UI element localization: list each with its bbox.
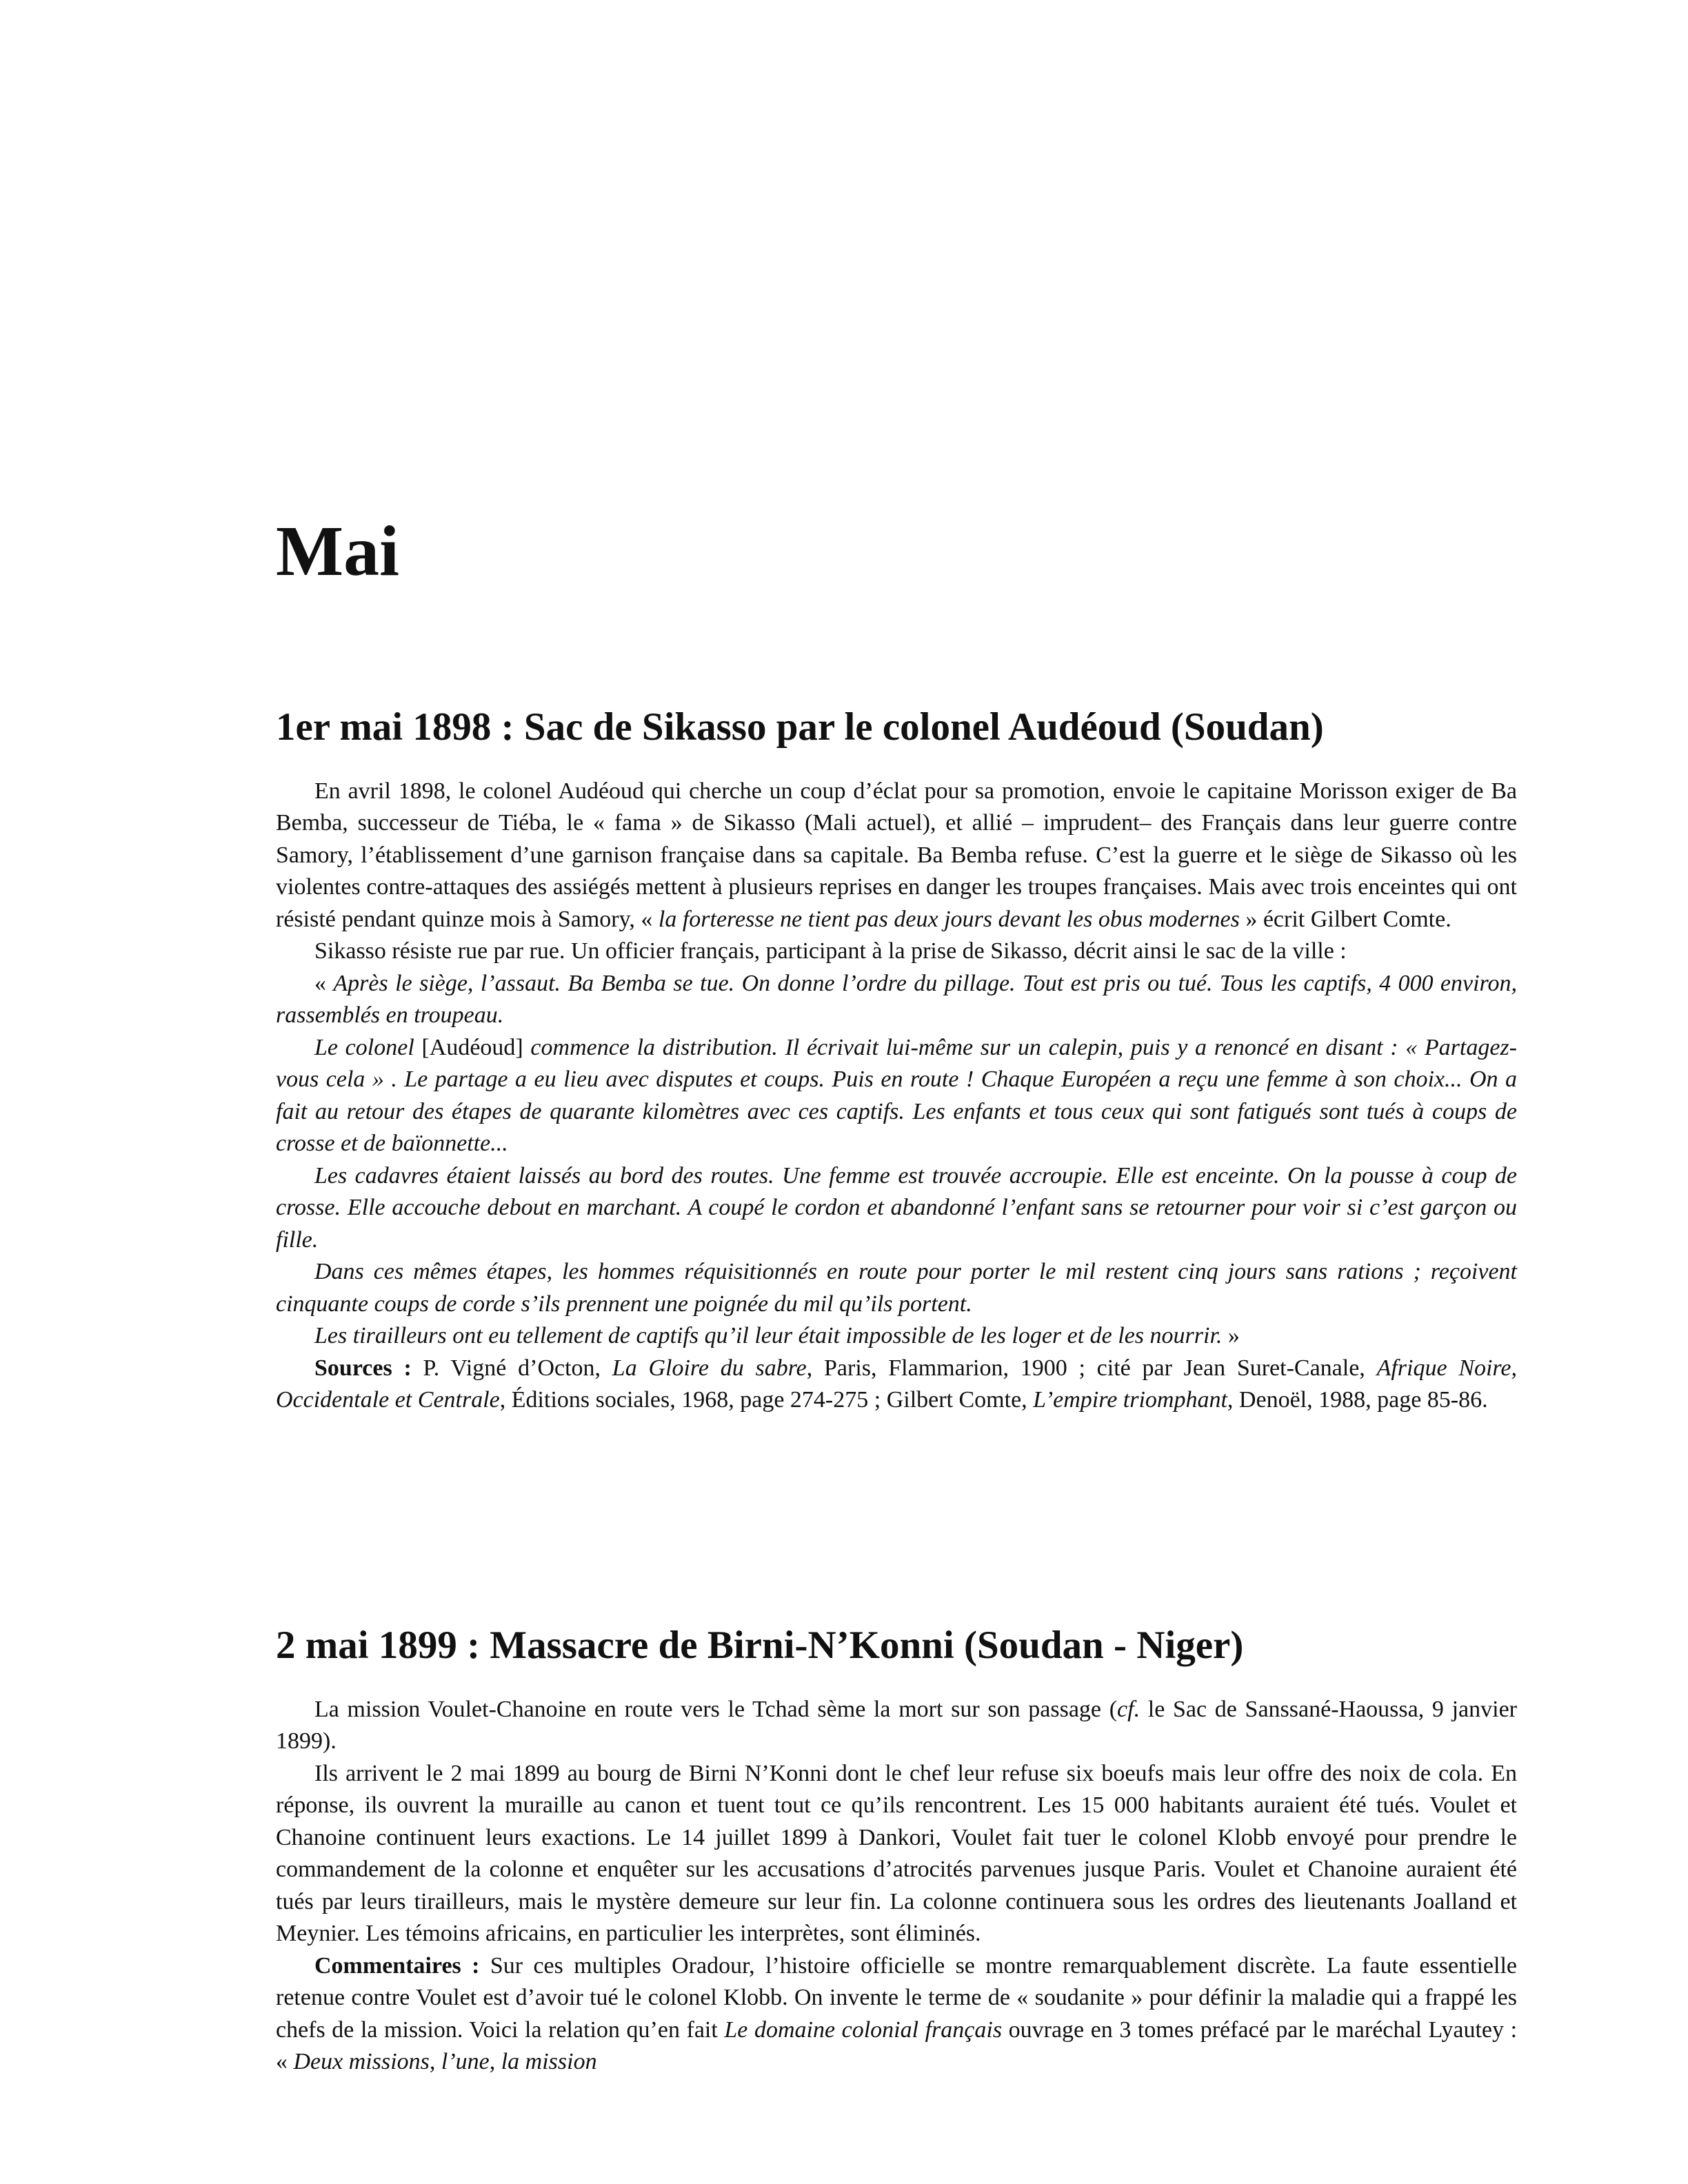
sources-paragraph [276, 1353, 1517, 1417]
document-page [276, 0, 1517, 2184]
comments-label: Commentaires : [314, 1952, 480, 1979]
section-title: 2 mai 1899 : Massacre de Birni-N’Konni (Soudan - Niger) [276, 1624, 1244, 1667]
paragraph: Sikasso résiste rue par rue. Un officier français, participant à la prise de Sikasso, décrit ainsi le sac de la ville : [314, 938, 1347, 964]
section-title: 1er mai 1898 : Sac de Sikasso par le colonel Audéoud (Soudan) [276, 705, 1324, 749]
book-title: Afrique Noire, Occidentale et Centrale [276, 1355, 1517, 1413]
paragraph: Ils arrivent le 2 mai 1899 au bourg de Birni N’Konni dont le chef leur refuse six boeufs mais leur offre des noix de cola. En réponse, ils ouvrent la muraille au canon et tuent tout ce qu’ils rencontrent. Les 15 000 habitants auraient été tués. Voulet et Chanoine continuent leurs exactions. Le 14 juillet 1899 à Dankori, Voulet fait tuer le colonel Klobb envoyé pour prendre le commandement de la colonne et enquêter sur les accusations d’atrocités parvenues jusque Paris. Voulet et Chanoine auraient été tués par leurs tirailleurs, mais le mystère demeure sur leur fin. La colonne continuera sous les ordres des lieutenants Joalland et Meynier. Les témoins africains, en particulier les interprètes, sont éliminés. [276, 1760, 1517, 1947]
book-title: L’empire triomphant [1033, 1387, 1227, 1413]
text-run: » écrit Gilbert Comte. [1239, 906, 1451, 932]
text-run: Sur ces multiples Oradour, l’histoire officielle se montre remarquablement discrète. La faute essentielle retenue contre Voulet est d’avoir tué le colonel Klobb. On invente le terme de « soudanite » pour définir la maladie qui a frappé les chefs de la mission. Voici la relation qu’en fait [276, 1952, 1517, 2043]
text-run: Le colonel [314, 1034, 422, 1060]
text-run: P. Vigné d’Octon, [411, 1355, 612, 1381]
chapter-title: Mai [276, 512, 400, 591]
comments-paragraph [276, 1950, 1517, 2079]
italic-quote: Deux missions, l’une, la mission [293, 2049, 597, 2075]
quote-mark: « [314, 970, 334, 996]
book-title: Le domaine colonial français [724, 2016, 1003, 2043]
text-run: En avril 1898, le colonel Audéoud qui cherche un coup d’éclat pour sa promotion, envoie le capitaine Morisson exiger de Ba Bemba, successeur de Tiéba, le « fama » de Sikasso (Mali actuel), et allié – imprudent– des Français dans leur guerre contre Samory, l’établissement d’une garnison française dans sa capitale. Ba Bemba refuse. C’est la guerre et le siège de Sikasso où les violentes contre-attaques des assiégés mettent à plusieurs reprises en danger les troupes françaises. Mais avec trois enceintes qui ont résisté pendant quinze mois à Samory, « [276, 778, 1517, 932]
section-sikasso [276, 706, 1517, 1417]
quote-paragraph: Les cadavres étaient laissés au bord des routes. Une femme est trouvée accroupie. Elle est enceinte. On la pousse à coup de crosse. Elle accouche debout en marchant. A coupé le cordon et abandonné l’enfant sans se retourner pour voir si c’est garçon ou fille. [276, 1162, 1517, 1253]
quote-mark: » [1222, 1323, 1240, 1349]
text-run: Les tirailleurs ont eu tellement de captifs qu’il leur était impossible de les loger et de les nourrir. [314, 1323, 1223, 1349]
text-run: , Paris, Flammarion, 1900 ; cité par Jean Suret-Canale, [806, 1355, 1377, 1381]
text-run: La mission Voulet-Chanoine en route vers le Tchad sème la mort sur son passage ( [314, 1696, 1118, 1722]
section-birni-nkonni [276, 1624, 1517, 2079]
paragraph [276, 776, 1517, 936]
text-run: le Sac de Sanssané-Haoussa, 9 janvier 1899). [276, 1696, 1517, 1755]
italic-abbrev: cf. [1117, 1696, 1141, 1722]
text-run: commence la distribution. Il écrivait lui-même sur un calepin, puis y a renoncé en disant : « Partagez-vous cela » . Le partage a eu lieu avec disputes et coups. Puis en route ! Chaque Européen a reçu une femme à son choix... On a fait au retour des étapes de quarante kilomètres avec ces captifs. Les enfants et tous ceux qui sont fatigués sont tués à coups de crosse et de baïonnette... [276, 1034, 1517, 1157]
book-title: La Gloire du sabre [612, 1355, 807, 1381]
text-run: ouvrage en 3 tomes préfacé par le maréchal Lyautey : « [276, 2016, 1518, 2075]
quote-paragraph [276, 1320, 1517, 1353]
quote-paragraph: Dans ces mêmes étapes, les hommes réquisitionnés en route pour porter le mil restent cinq jours sans rations ; reçoivent cinquante coups de corde s’ils prennent une poignée du mil qu’ils portent. [276, 1259, 1517, 1317]
text-run: , Éditions sociales, 1968, page 274-275 ; Gilbert Comte, [499, 1387, 1034, 1413]
quote-paragraph [276, 1032, 1517, 1160]
text-run: , Denoël, 1988, page 85-86. [1227, 1387, 1488, 1413]
editorial-insert: [Audéoud] [421, 1034, 523, 1060]
quote-paragraph [276, 968, 1517, 1032]
sources-label: Sources : [314, 1355, 412, 1381]
paragraph [276, 1694, 1517, 1758]
text-run: Après le siège, l’assaut. Ba Bemba se tue. On donne l’ordre du pillage. Tout est pris ou tué. Tous les captifs, 4 000 environ, rassemblés en troupeau. [276, 970, 1517, 1029]
italic-quote: la forteresse ne tient pas deux jours devant les obus modernes [658, 906, 1240, 932]
